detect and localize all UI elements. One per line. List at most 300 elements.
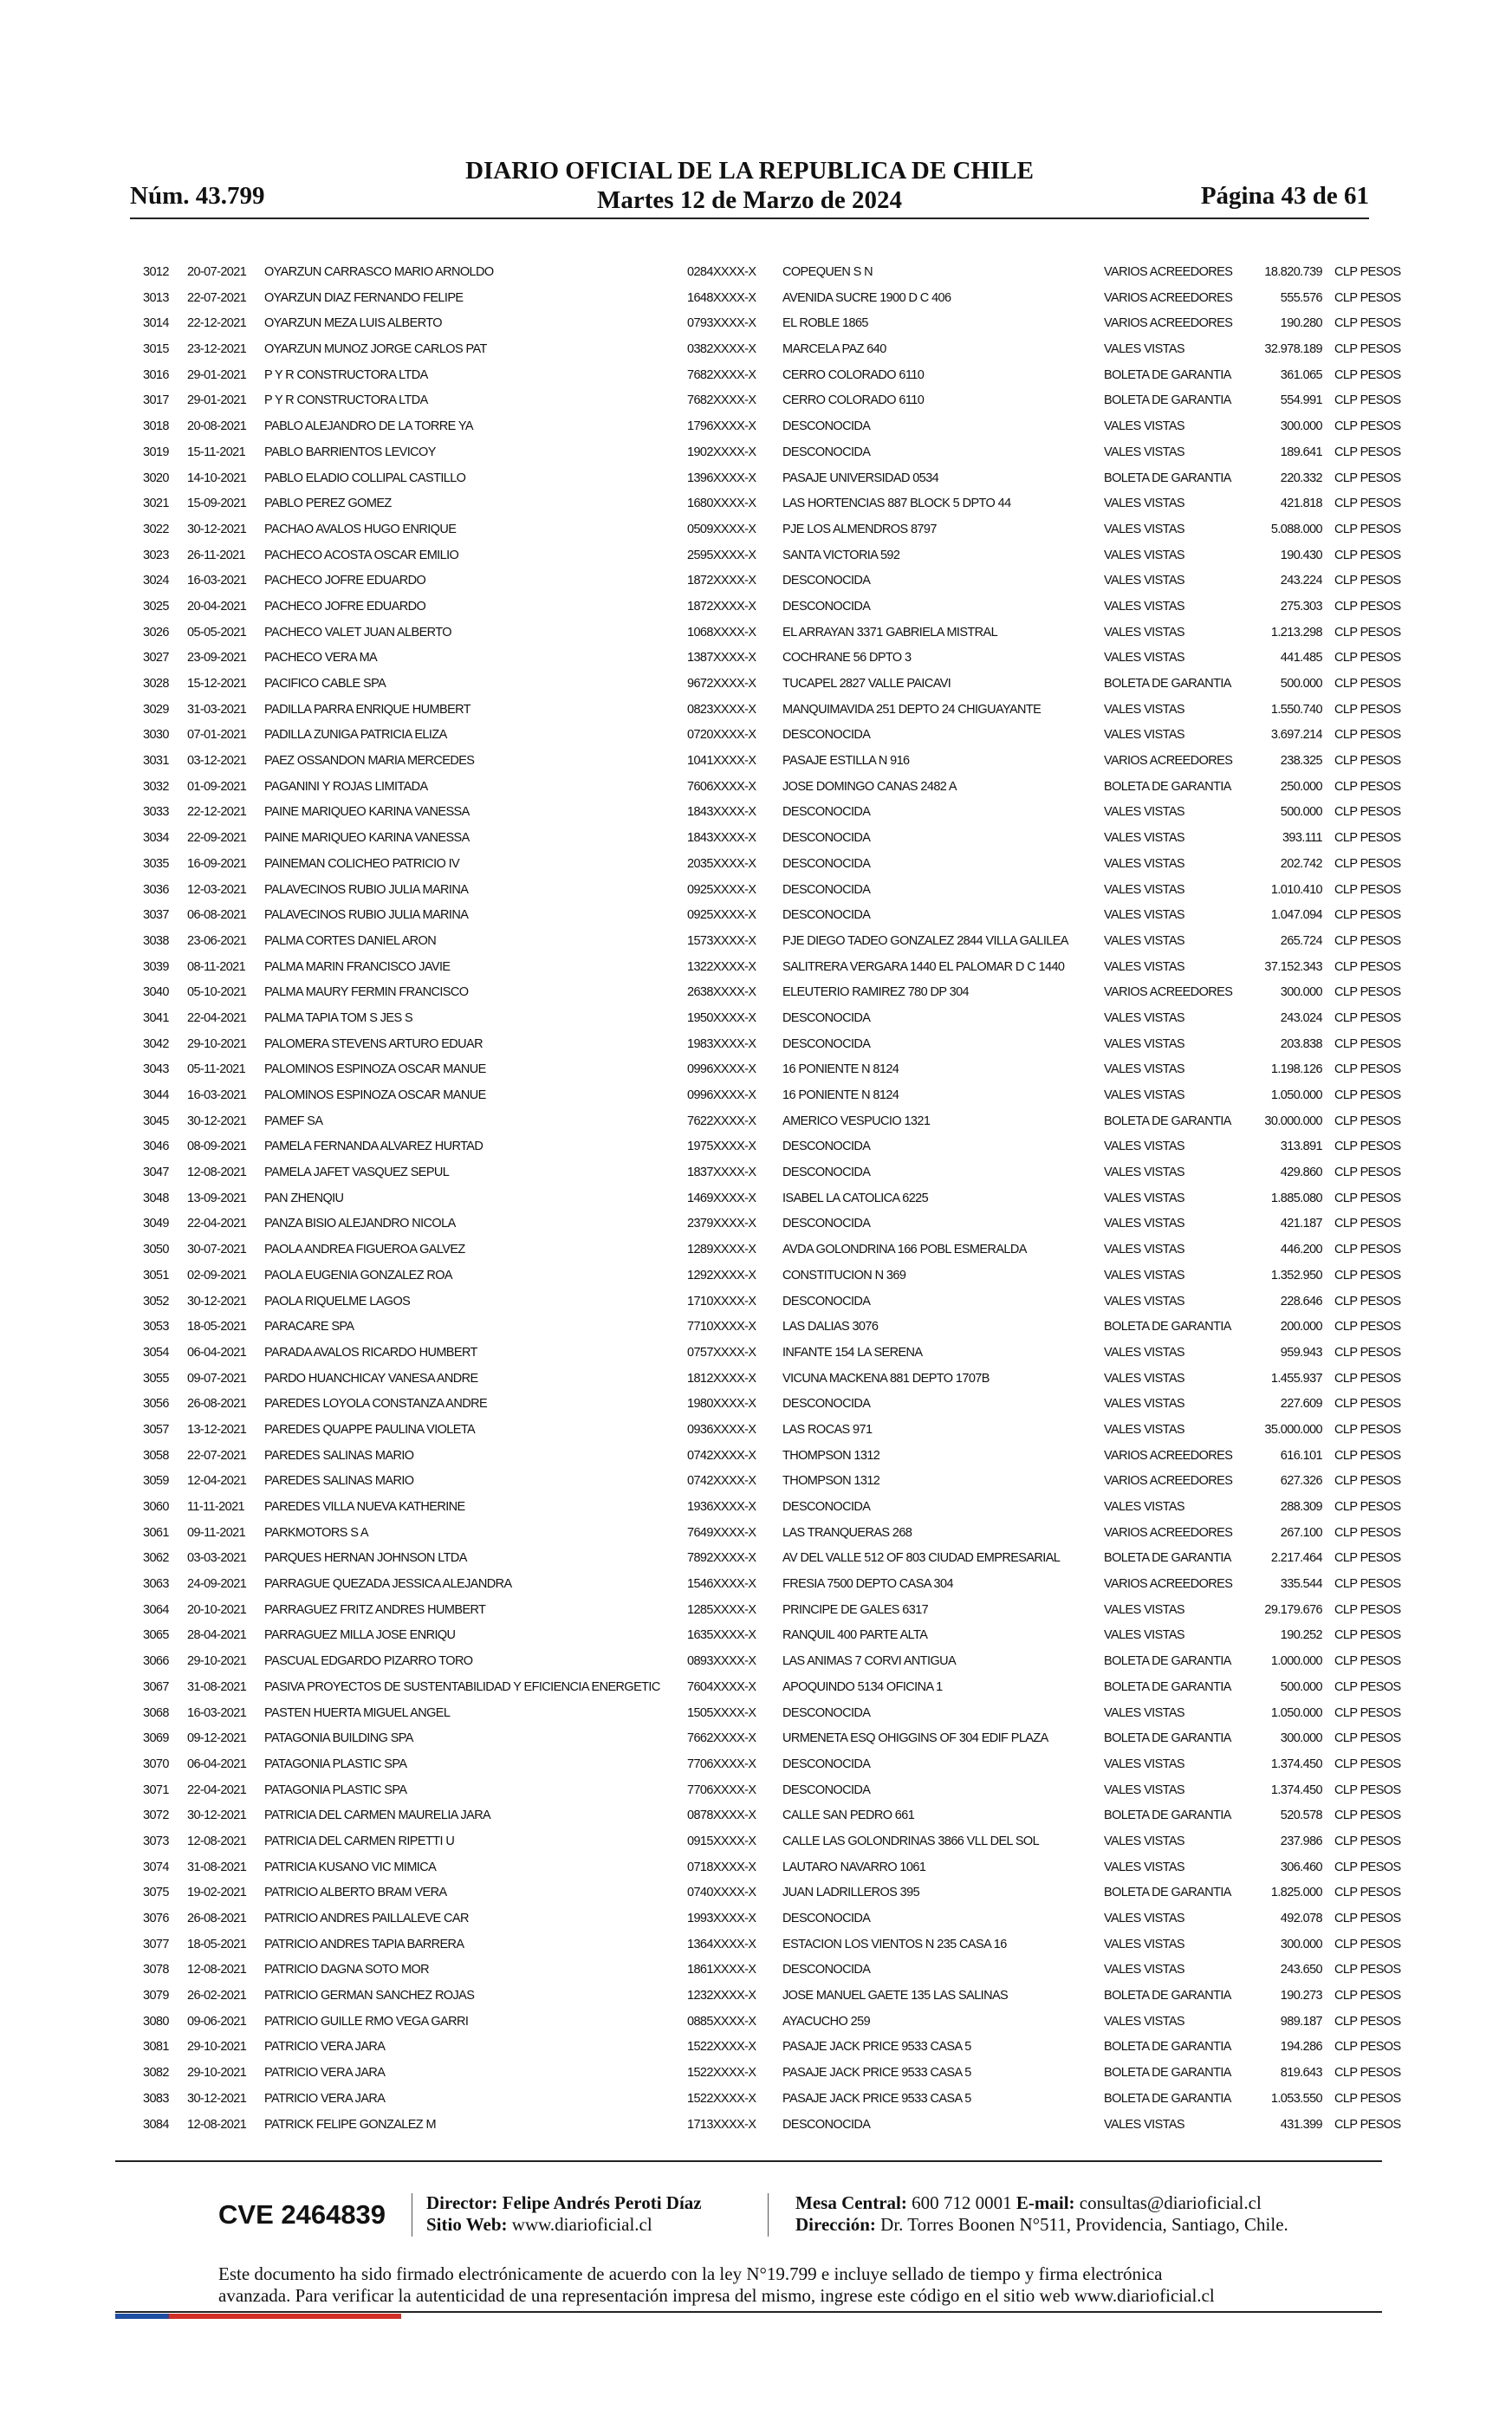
record-currency: CLP PESOS bbox=[1334, 1500, 1401, 1514]
record-number: 3069 bbox=[143, 1731, 169, 1746]
record-rut: 7706XXXX-X bbox=[687, 1782, 756, 1797]
record-rut: 7662XXXX-X bbox=[687, 1731, 756, 1746]
record-rut: 0996XXXX-X bbox=[687, 1062, 756, 1077]
record-number: 3078 bbox=[143, 1963, 169, 1977]
record-address: DESCONOCIDA bbox=[782, 1294, 871, 1308]
record-amount: 267.100 bbox=[1280, 1525, 1322, 1540]
record-type: VALES VISTAS bbox=[1104, 1191, 1184, 1205]
record-number: 3081 bbox=[143, 2040, 169, 2055]
record-address: CONSTITUCION N 369 bbox=[782, 1268, 906, 1282]
record-name: PACHECO VERA MA bbox=[264, 651, 378, 666]
record-date: 03-03-2021 bbox=[187, 1551, 247, 1566]
record-number: 3037 bbox=[143, 908, 169, 923]
record-amount: 421.187 bbox=[1280, 1217, 1322, 1231]
record-type: VALES VISTAS bbox=[1104, 625, 1184, 640]
record-amount: 441.485 bbox=[1280, 651, 1322, 666]
record-date: 31-08-2021 bbox=[187, 1860, 247, 1874]
record-address: PASAJE JACK PRICE 9533 CASA 5 bbox=[782, 2040, 971, 2055]
record-amount: 1.050.000 bbox=[1270, 1705, 1322, 1720]
record-name: PACHECO JOFRE EDUARDO bbox=[264, 599, 426, 614]
record-address: LAS TRANQUERAS 268 bbox=[782, 1525, 912, 1540]
record-amount: 1.000.000 bbox=[1270, 1654, 1322, 1669]
record-currency: CLP PESOS bbox=[1334, 625, 1401, 640]
record-address: DESCONOCIDA bbox=[782, 1500, 871, 1514]
record-address: DESCONOCIDA bbox=[782, 599, 871, 614]
record-type: BOLETA DE GARANTIA bbox=[1104, 2066, 1231, 2081]
record-name: PALMA TAPIA TOM S JES S bbox=[264, 1010, 413, 1025]
record-date: 26-02-2021 bbox=[187, 1989, 247, 2003]
record-address: AYACUCHO 259 bbox=[782, 2014, 871, 2029]
record-amount: 243.224 bbox=[1280, 574, 1322, 588]
record-number: 3033 bbox=[143, 805, 169, 820]
record-number: 3076 bbox=[143, 1912, 169, 1925]
record-rut: 1505XXXX-X bbox=[687, 1705, 756, 1720]
record-rut: 1843XXXX-X bbox=[687, 805, 756, 820]
record-date: 06-04-2021 bbox=[187, 1345, 247, 1360]
record-type: VALES VISTAS bbox=[1104, 1834, 1184, 1848]
record-currency: CLP PESOS bbox=[1334, 1731, 1401, 1746]
record-date: 15-11-2021 bbox=[187, 445, 246, 459]
record-number: 3048 bbox=[143, 1191, 169, 1205]
record-rut: 1837XXXX-X bbox=[687, 1166, 756, 1180]
record-number: 3038 bbox=[143, 933, 169, 948]
record-rut: 1983XXXX-X bbox=[687, 1036, 756, 1051]
record-date: 08-09-2021 bbox=[187, 1140, 247, 1154]
record-name: PATAGONIA PLASTIC SPA bbox=[264, 1756, 407, 1771]
record-rut: 1573XXXX-X bbox=[687, 933, 756, 948]
record-number: 3024 bbox=[143, 574, 169, 588]
record-type: BOLETA DE GARANTIA bbox=[1104, 2040, 1231, 2055]
record-date: 11-11-2021 bbox=[187, 1500, 245, 1514]
table-row bbox=[139, 1778, 1404, 1804]
page-header bbox=[130, 156, 1369, 215]
record-type: VALES VISTAS bbox=[1104, 1010, 1184, 1025]
records-table bbox=[139, 260, 1404, 2138]
record-date: 12-08-2021 bbox=[187, 1834, 247, 1848]
record-name: OYARZUN DIAZ FERNANDO FELIPE bbox=[264, 290, 464, 305]
record-number: 3041 bbox=[143, 1010, 169, 1025]
record-address: DESCONOCIDA bbox=[782, 856, 871, 871]
record-date: 16-03-2021 bbox=[187, 1088, 247, 1102]
record-type: VALES VISTAS bbox=[1104, 1217, 1184, 1231]
record-address: DESCONOCIDA bbox=[782, 882, 871, 897]
record-type: VALES VISTAS bbox=[1104, 882, 1184, 897]
record-currency: CLP PESOS bbox=[1334, 342, 1401, 357]
record-address: ELEUTERIO RAMIREZ 780 DP 304 bbox=[782, 985, 970, 1000]
record-rut: 1975XXXX-X bbox=[687, 1140, 756, 1154]
record-type: VALES VISTAS bbox=[1104, 1036, 1184, 1051]
record-amount: 203.838 bbox=[1280, 1036, 1322, 1051]
record-type: VALES VISTAS bbox=[1104, 856, 1184, 871]
record-name: PAREDES SALINAS MARIO bbox=[264, 1474, 414, 1489]
record-date: 30-07-2021 bbox=[187, 1243, 247, 1257]
record-type: VALES VISTAS bbox=[1104, 548, 1184, 562]
record-type: VALES VISTAS bbox=[1104, 1628, 1184, 1643]
record-currency: CLP PESOS bbox=[1334, 1654, 1401, 1669]
record-number: 3049 bbox=[143, 1217, 169, 1231]
record-rut: 1285XXXX-X bbox=[687, 1602, 756, 1617]
record-type: VALES VISTAS bbox=[1104, 1500, 1184, 1514]
record-address: DESCONOCIDA bbox=[782, 419, 871, 434]
record-name: PALAVECINOS RUBIO JULIA MARINA bbox=[264, 882, 469, 897]
record-address: DESCONOCIDA bbox=[782, 1705, 871, 1720]
record-address: DESCONOCIDA bbox=[782, 445, 871, 459]
record-name: PAMELA JAFET VASQUEZ SEPUL bbox=[264, 1166, 450, 1180]
record-date: 08-11-2021 bbox=[187, 959, 246, 974]
record-name: PADILLA PARRA ENRIQUE HUMBERT bbox=[264, 702, 471, 717]
record-name: PARDO HUANCHICAY VANESA ANDRE bbox=[264, 1371, 478, 1386]
record-type: BOLETA DE GARANTIA bbox=[1104, 677, 1231, 691]
record-number: 3052 bbox=[143, 1294, 169, 1308]
record-rut: 7706XXXX-X bbox=[687, 1756, 756, 1771]
table-row bbox=[139, 2061, 1404, 2087]
record-amount: 3.697.214 bbox=[1270, 728, 1322, 743]
record-currency: CLP PESOS bbox=[1334, 1243, 1401, 1257]
record-type: VARIOS ACREEDORES bbox=[1104, 1577, 1233, 1592]
record-type: VALES VISTAS bbox=[1104, 497, 1184, 511]
record-number: 3068 bbox=[143, 1705, 169, 1720]
record-date: 29-10-2021 bbox=[187, 2066, 247, 2081]
table-row bbox=[139, 1341, 1404, 1367]
record-rut: 7604XXXX-X bbox=[687, 1679, 756, 1694]
record-currency: CLP PESOS bbox=[1334, 1963, 1401, 1977]
record-currency: CLP PESOS bbox=[1334, 651, 1401, 666]
record-type: VALES VISTAS bbox=[1104, 933, 1184, 948]
record-number: 3075 bbox=[143, 1886, 169, 1900]
table-row bbox=[139, 1057, 1404, 1083]
record-address: DESCONOCIDA bbox=[782, 1217, 871, 1231]
record-rut: 1469XXXX-X bbox=[687, 1191, 756, 1205]
record-type: VARIOS ACREEDORES bbox=[1104, 316, 1233, 331]
record-date: 05-11-2021 bbox=[187, 1062, 246, 1077]
record-name: PASCUAL EDGARDO PIZARRO TORO bbox=[264, 1654, 473, 1669]
record-rut: 1041XXXX-X bbox=[687, 754, 756, 769]
record-address: CALLE SAN PEDRO 661 bbox=[782, 1808, 915, 1823]
record-address: LAS ROCAS 971 bbox=[782, 1422, 873, 1437]
record-amount: 421.818 bbox=[1280, 497, 1322, 511]
record-address: DESCONOCIDA bbox=[782, 908, 871, 923]
record-date: 09-12-2021 bbox=[187, 1731, 247, 1746]
record-number: 3021 bbox=[143, 497, 169, 511]
record-currency: CLP PESOS bbox=[1334, 882, 1401, 897]
record-name: PACHAO AVALOS HUGO ENRIQUE bbox=[264, 522, 457, 536]
record-currency: CLP PESOS bbox=[1334, 2040, 1401, 2055]
record-type: VALES VISTAS bbox=[1104, 342, 1184, 357]
record-name: PACHECO JOFRE EDUARDO bbox=[264, 574, 426, 588]
record-rut: 1710XXXX-X bbox=[687, 1294, 756, 1308]
table-row bbox=[139, 672, 1404, 698]
record-name: PALMA CORTES DANIEL ARON bbox=[264, 933, 437, 948]
record-rut: 1861XXXX-X bbox=[687, 1963, 756, 1977]
record-rut: 1322XXXX-X bbox=[687, 959, 756, 974]
record-rut: 1872XXXX-X bbox=[687, 574, 756, 588]
record-address: PJE DIEGO TADEO GONZALEZ 2844 VILLA GALILEA bbox=[782, 933, 1068, 948]
header-divider bbox=[130, 218, 1369, 219]
record-number: 3063 bbox=[143, 1577, 169, 1592]
record-currency: CLP PESOS bbox=[1334, 265, 1401, 279]
table-row bbox=[139, 1855, 1404, 1881]
table-row bbox=[139, 337, 1404, 363]
footer-top-divider bbox=[115, 2160, 1382, 2162]
record-address: PASAJE JACK PRICE 9533 CASA 5 bbox=[782, 2091, 971, 2106]
record-currency: CLP PESOS bbox=[1334, 2066, 1401, 2081]
record-name: PAREDES SALINAS MARIO bbox=[264, 1448, 414, 1463]
record-date: 22-07-2021 bbox=[187, 1448, 247, 1463]
record-address: DESCONOCIDA bbox=[782, 1963, 871, 1977]
record-type: BOLETA DE GARANTIA bbox=[1104, 1551, 1231, 1566]
table-row bbox=[139, 1701, 1404, 1727]
record-rut: 0885XXXX-X bbox=[687, 2014, 756, 2029]
record-number: 3045 bbox=[143, 1114, 169, 1128]
record-type: VALES VISTAS bbox=[1104, 1602, 1184, 1617]
table-row bbox=[139, 646, 1404, 672]
record-type: VALES VISTAS bbox=[1104, 1782, 1184, 1797]
record-name: PALMA MAURY FERMIN FRANCISCO bbox=[264, 985, 469, 1000]
record-address: AVDA GOLONDRINA 166 POBL ESMERALDA bbox=[782, 1243, 1027, 1257]
table-row bbox=[139, 1803, 1404, 1829]
record-date: 28-04-2021 bbox=[187, 1628, 247, 1643]
record-name: PATRICIA DEL CARMEN RIPETTI U bbox=[264, 1834, 455, 1848]
record-date: 23-12-2021 bbox=[187, 342, 247, 357]
record-number: 3014 bbox=[143, 316, 169, 331]
record-number: 3057 bbox=[143, 1422, 169, 1437]
record-address: DESCONOCIDA bbox=[782, 831, 871, 846]
record-number: 3044 bbox=[143, 1088, 169, 1102]
record-amount: 300.000 bbox=[1280, 985, 1322, 1000]
record-amount: 29.179.676 bbox=[1264, 1602, 1322, 1617]
record-date: 09-07-2021 bbox=[187, 1371, 247, 1386]
record-rut: 1292XXXX-X bbox=[687, 1268, 756, 1282]
record-address: LAS DALIAS 3076 bbox=[782, 1320, 879, 1334]
record-rut: 1635XXXX-X bbox=[687, 1628, 756, 1643]
record-currency: CLP PESOS bbox=[1334, 471, 1401, 485]
record-date: 22-12-2021 bbox=[187, 805, 247, 820]
record-rut: 7649XXXX-X bbox=[687, 1525, 756, 1540]
record-currency: CLP PESOS bbox=[1334, 1217, 1401, 1231]
record-type: VALES VISTAS bbox=[1104, 1166, 1184, 1180]
record-date: 30-12-2021 bbox=[187, 1294, 247, 1308]
record-currency: CLP PESOS bbox=[1334, 1756, 1401, 1771]
record-currency: CLP PESOS bbox=[1334, 985, 1401, 1000]
record-currency: CLP PESOS bbox=[1334, 2091, 1401, 2106]
record-type: VALES VISTAS bbox=[1104, 1243, 1184, 1257]
record-rut: 1980XXXX-X bbox=[687, 1397, 756, 1412]
table-row bbox=[139, 440, 1404, 466]
record-amount: 237.986 bbox=[1280, 1834, 1322, 1848]
page-number: Página 43 de 61 bbox=[1200, 182, 1369, 210]
record-name: PAINE MARIQUEO KARINA VANESSA bbox=[264, 805, 470, 820]
record-number: 3031 bbox=[143, 754, 169, 769]
record-name: PATRICIO VERA JARA bbox=[264, 2091, 386, 2106]
record-number: 3016 bbox=[143, 367, 169, 382]
record-address: FRESIA 7500 DEPTO CASA 304 bbox=[782, 1577, 953, 1592]
record-date: 16-03-2021 bbox=[187, 574, 247, 588]
table-row bbox=[139, 800, 1404, 826]
record-number: 3028 bbox=[143, 677, 169, 691]
record-currency: CLP PESOS bbox=[1334, 1191, 1401, 1205]
record-number: 3064 bbox=[143, 1602, 169, 1617]
record-name: PASIVA PROYECTOS DE SUSTENTABILIDAD Y EFICIENCIA ENERGETIC bbox=[264, 1679, 660, 1694]
record-number: 3077 bbox=[143, 1937, 169, 1951]
record-currency: CLP PESOS bbox=[1334, 1628, 1401, 1643]
record-number: 3015 bbox=[143, 342, 169, 357]
record-currency: CLP PESOS bbox=[1334, 1705, 1401, 1720]
record-type: VALES VISTAS bbox=[1104, 1963, 1184, 1977]
record-name: PATRICIO ANDRES TAPIA BARRERA bbox=[264, 1937, 464, 1951]
record-type: VALES VISTAS bbox=[1104, 1937, 1184, 1951]
record-rut: 1522XXXX-X bbox=[687, 2066, 756, 2081]
record-rut: 1396XXXX-X bbox=[687, 471, 756, 485]
record-address: AV DEL VALLE 512 OF 803 CIUDAD EMPRESARIAL bbox=[782, 1551, 1061, 1566]
web-link[interactable]: www.diarioficial.cl bbox=[511, 2214, 652, 2235]
record-amount: 554.991 bbox=[1280, 393, 1322, 408]
record-name: PARACARE SPA bbox=[264, 1320, 354, 1334]
record-date: 22-04-2021 bbox=[187, 1217, 247, 1231]
record-rut: 2379XXXX-X bbox=[687, 1217, 756, 1231]
record-currency: CLP PESOS bbox=[1334, 574, 1401, 588]
record-rut: 0382XXXX-X bbox=[687, 342, 756, 357]
record-type: BOLETA DE GARANTIA bbox=[1104, 367, 1231, 382]
record-address: SALITRERA VERGARA 1440 EL PALOMAR D C 1440 bbox=[782, 959, 1065, 974]
record-address: PASAJE UNIVERSIDAD 0534 bbox=[782, 471, 939, 485]
record-amount: 555.576 bbox=[1280, 290, 1322, 305]
record-date: 18-05-2021 bbox=[187, 1320, 247, 1334]
record-address: RANQUIL 400 PARTE ALTA bbox=[782, 1628, 928, 1643]
email-label: E-mail: bbox=[1016, 2192, 1075, 2213]
table-row bbox=[139, 1984, 1404, 2010]
record-currency: CLP PESOS bbox=[1334, 1782, 1401, 1797]
table-row bbox=[139, 903, 1404, 929]
record-currency: CLP PESOS bbox=[1334, 1525, 1401, 1540]
record-date: 22-09-2021 bbox=[187, 831, 247, 846]
record-name: PATRICIO GERMAN SANCHEZ ROJAS bbox=[264, 1989, 475, 2003]
table-row bbox=[139, 1906, 1404, 1932]
table-row bbox=[139, 286, 1404, 312]
record-date: 16-03-2021 bbox=[187, 1705, 247, 1720]
record-name: PALMA MARIN FRANCISCO JAVIE bbox=[264, 959, 451, 974]
record-address: 16 PONIENTE N 8124 bbox=[782, 1088, 899, 1102]
record-currency: CLP PESOS bbox=[1334, 728, 1401, 743]
record-amount: 429.860 bbox=[1280, 1166, 1322, 1180]
record-type: BOLETA DE GARANTIA bbox=[1104, 1114, 1231, 1128]
record-number: 3053 bbox=[143, 1320, 169, 1334]
record-rut: 0878XXXX-X bbox=[687, 1808, 756, 1823]
record-type: VALES VISTAS bbox=[1104, 1371, 1184, 1386]
record-type: VALES VISTAS bbox=[1104, 2014, 1184, 2029]
table-row bbox=[139, 2113, 1404, 2139]
record-type: VALES VISTAS bbox=[1104, 908, 1184, 923]
record-rut: 0915XXXX-X bbox=[687, 1834, 756, 1848]
record-amount: 32.978.189 bbox=[1264, 342, 1322, 357]
record-number: 3034 bbox=[143, 831, 169, 846]
record-date: 05-10-2021 bbox=[187, 985, 247, 1000]
record-address: THOMPSON 1312 bbox=[782, 1474, 880, 1489]
record-currency: CLP PESOS bbox=[1334, 1679, 1401, 1694]
table-row bbox=[139, 517, 1404, 543]
record-date: 03-12-2021 bbox=[187, 754, 247, 769]
record-name: PANZA BISIO ALEJANDRO NICOLA bbox=[264, 1217, 456, 1231]
record-address: PASAJE JACK PRICE 9533 CASA 5 bbox=[782, 2066, 971, 2081]
record-rut: 1950XXXX-X bbox=[687, 1010, 756, 1025]
table-row bbox=[139, 1932, 1404, 1958]
record-date: 12-03-2021 bbox=[187, 882, 247, 897]
table-row bbox=[139, 388, 1404, 414]
table-row bbox=[139, 466, 1404, 492]
record-number: 3046 bbox=[143, 1140, 169, 1154]
table-row bbox=[139, 1083, 1404, 1109]
record-address: APOQUINDO 5134 OFICINA 1 bbox=[782, 1679, 943, 1694]
record-number: 3017 bbox=[143, 393, 169, 408]
email-link[interactable]: consultas@diarioficial.cl bbox=[1079, 2192, 1262, 2213]
record-amount: 300.000 bbox=[1280, 419, 1322, 434]
record-address: PRINCIPE DE GALES 6317 bbox=[782, 1602, 929, 1617]
flag-bar-red bbox=[169, 2314, 401, 2319]
record-currency: CLP PESOS bbox=[1334, 1474, 1401, 1489]
record-name: PABLO ALEJANDRO DE LA TORRE YA bbox=[264, 419, 473, 434]
record-type: BOLETA DE GARANTIA bbox=[1104, 1679, 1231, 1694]
record-address: DESCONOCIDA bbox=[782, 1166, 871, 1180]
record-type: VARIOS ACREEDORES bbox=[1104, 1474, 1233, 1489]
disclaimer-line-2: avanzada. Para verificar la autenticidad de una representación impresa del mismo, ingrese este código en el sitio web www.diarioficial.cl bbox=[218, 2285, 1215, 2306]
record-name: PAREDES QUAPPE PAULINA VIOLETA bbox=[264, 1422, 476, 1437]
record-currency: CLP PESOS bbox=[1334, 1114, 1401, 1128]
record-name: PALOMINOS ESPINOZA OSCAR MANUE bbox=[264, 1062, 486, 1077]
record-amount: 300.000 bbox=[1280, 1731, 1322, 1746]
record-rut: 0925XXXX-X bbox=[687, 882, 756, 897]
record-amount: 1.213.298 bbox=[1270, 625, 1322, 640]
table-row bbox=[139, 414, 1404, 440]
record-address: DESCONOCIDA bbox=[782, 1397, 871, 1412]
flag-bar-blue bbox=[115, 2314, 169, 2319]
record-rut: 1902XXXX-X bbox=[687, 445, 756, 459]
record-type: VALES VISTAS bbox=[1104, 959, 1184, 974]
record-address: JOSE DOMINGO CANAS 2482 A bbox=[782, 779, 957, 794]
record-address: SANTA VICTORIA 592 bbox=[782, 548, 900, 562]
table-row bbox=[139, 1211, 1404, 1237]
record-currency: CLP PESOS bbox=[1334, 831, 1401, 846]
record-date: 09-11-2021 bbox=[187, 1525, 246, 1540]
record-amount: 313.891 bbox=[1280, 1140, 1322, 1154]
record-type: BOLETA DE GARANTIA bbox=[1104, 393, 1231, 408]
record-address: DESCONOCIDA bbox=[782, 2117, 871, 2132]
mesa-label: Mesa Central: bbox=[795, 2192, 907, 2213]
table-row bbox=[139, 1315, 1404, 1341]
record-number: 3032 bbox=[143, 779, 169, 794]
record-number: 3018 bbox=[143, 419, 169, 434]
record-address: DESCONOCIDA bbox=[782, 728, 871, 743]
record-currency: CLP PESOS bbox=[1334, 1834, 1401, 1848]
record-number: 3066 bbox=[143, 1654, 169, 1669]
record-date: 06-08-2021 bbox=[187, 908, 247, 923]
record-date: 29-10-2021 bbox=[187, 1036, 247, 1051]
record-amount: 616.101 bbox=[1280, 1448, 1322, 1463]
record-date: 02-09-2021 bbox=[187, 1268, 247, 1282]
record-name: PAN ZHENQIU bbox=[264, 1191, 344, 1205]
record-date: 26-08-2021 bbox=[187, 1397, 247, 1412]
record-amount: 190.430 bbox=[1280, 548, 1322, 562]
record-rut: 0793XXXX-X bbox=[687, 316, 756, 331]
footer-bottom-divider bbox=[115, 2311, 1382, 2313]
record-currency: CLP PESOS bbox=[1334, 1371, 1401, 1386]
record-address: EL ROBLE 1865 bbox=[782, 316, 868, 331]
record-name: PARQUES HERNAN JOHNSON LTDA bbox=[264, 1551, 467, 1566]
table-row bbox=[139, 749, 1404, 775]
mesa-phone: 600 712 0001 bbox=[912, 2192, 1012, 2213]
table-row bbox=[139, 1006, 1404, 1032]
record-address: CALLE LAS GOLONDRINAS 3866 VLL DEL SOL bbox=[782, 1834, 1040, 1848]
record-rut: 0996XXXX-X bbox=[687, 1088, 756, 1102]
record-date: 23-06-2021 bbox=[187, 933, 247, 948]
